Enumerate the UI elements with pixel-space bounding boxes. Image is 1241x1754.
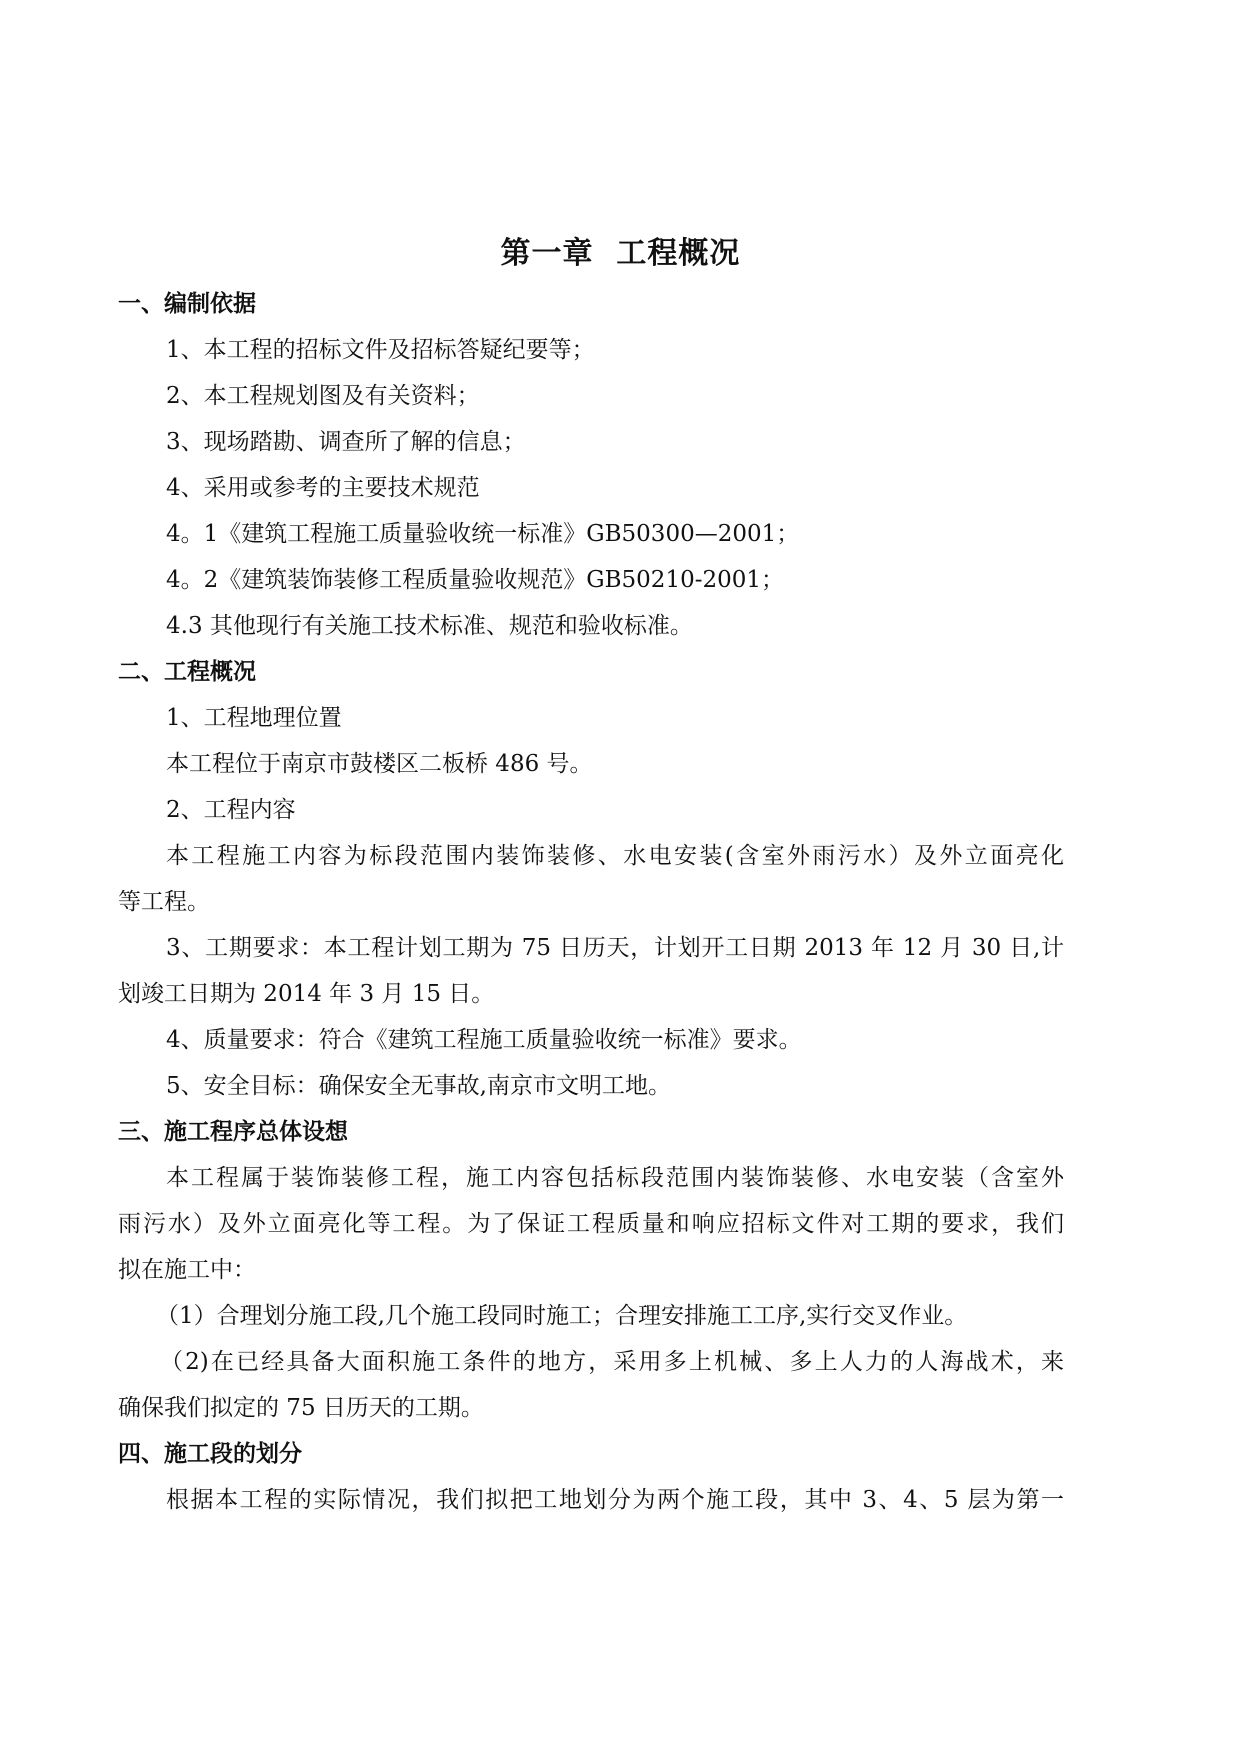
schedule-text-line-1: 3、工期要求：本工程计划工期为 75 日历天，计划开工日期 2013 年 12 月 30 日,计	[166, 935, 1064, 961]
schedule-text-line-2: 划竣工日期为 2014 年 3 月 15 日。	[118, 981, 495, 1007]
plan-para-line-3: 拟在施工中：	[118, 1257, 256, 1283]
content-label: 2、工程内容	[166, 797, 296, 823]
basis-item-3: 3、现场踏勘、调查所了解的信息；	[166, 429, 526, 455]
basis-item-1: 1、本工程的招标文件及招标答疑纪要等；	[166, 337, 595, 363]
basis-item-2: 2、本工程规划图及有关资料；	[166, 383, 480, 409]
plan-point-2-line-2: 确保我们拟定的 75 日历天的工期。	[118, 1395, 484, 1421]
basis-item-4: 4、采用或参考的主要技术规范	[166, 475, 480, 501]
basis-item-4-1: 4。1《建筑工程施工质量验收统一标准》GB50300—2001；	[166, 521, 800, 547]
section-heading-4: 四、施工段的划分	[118, 1441, 302, 1467]
division-para-line-1: 根据本工程的实际情况，我们拟把工地划分为两个施工段，其中 3、4、5 层为第一	[166, 1487, 1064, 1513]
content-text-line-1: 本工程施工内容为标段范围内装饰装修、水电安装(含室外雨污水）及外立面亮化	[166, 843, 1064, 869]
plan-para-line-1: 本工程属于装饰装修工程，施工内容包括标段范围内装饰装修、水电安装（含室外	[166, 1165, 1064, 1191]
section-heading-1: 一、编制依据	[118, 291, 256, 317]
content-text-line-2: 等工程。	[118, 889, 210, 915]
plan-point-1: （1）合理划分施工段,几个施工段同时施工；合理安排施工工序,实行交叉作业。	[156, 1303, 968, 1329]
section-heading-2: 二、工程概况	[118, 659, 256, 685]
safety-text: 5、安全目标：确保安全无事故,南京市文明工地。	[166, 1073, 671, 1099]
quality-text: 4、质量要求：符合《建筑工程施工质量验收统一标准》要求。	[166, 1027, 802, 1053]
plan-para-line-2: 雨污水）及外立面亮化等工程。为了保证工程质量和响应招标文件对工期的要求，我们	[118, 1211, 1064, 1237]
page-title: 第一章 工程概况	[500, 236, 741, 271]
section-heading-3: 三、施工程序总体设想	[118, 1119, 348, 1145]
plan-point-2-line-1: （2)在已经具备大面积施工条件的地方，采用多上机械、多上人力的人海战术，来	[160, 1349, 1064, 1375]
location-text: 本工程位于南京市鼓楼区二板桥 486 号。	[166, 751, 593, 777]
basis-item-4-2: 4。2《建筑装饰装修工程质量验收规范》GB50210-2001；	[166, 567, 785, 593]
location-label: 1、工程地理位置	[166, 705, 342, 731]
basis-item-4-3: 4.3 其他现行有关施工技术标准、规范和验收标准。	[166, 613, 693, 639]
